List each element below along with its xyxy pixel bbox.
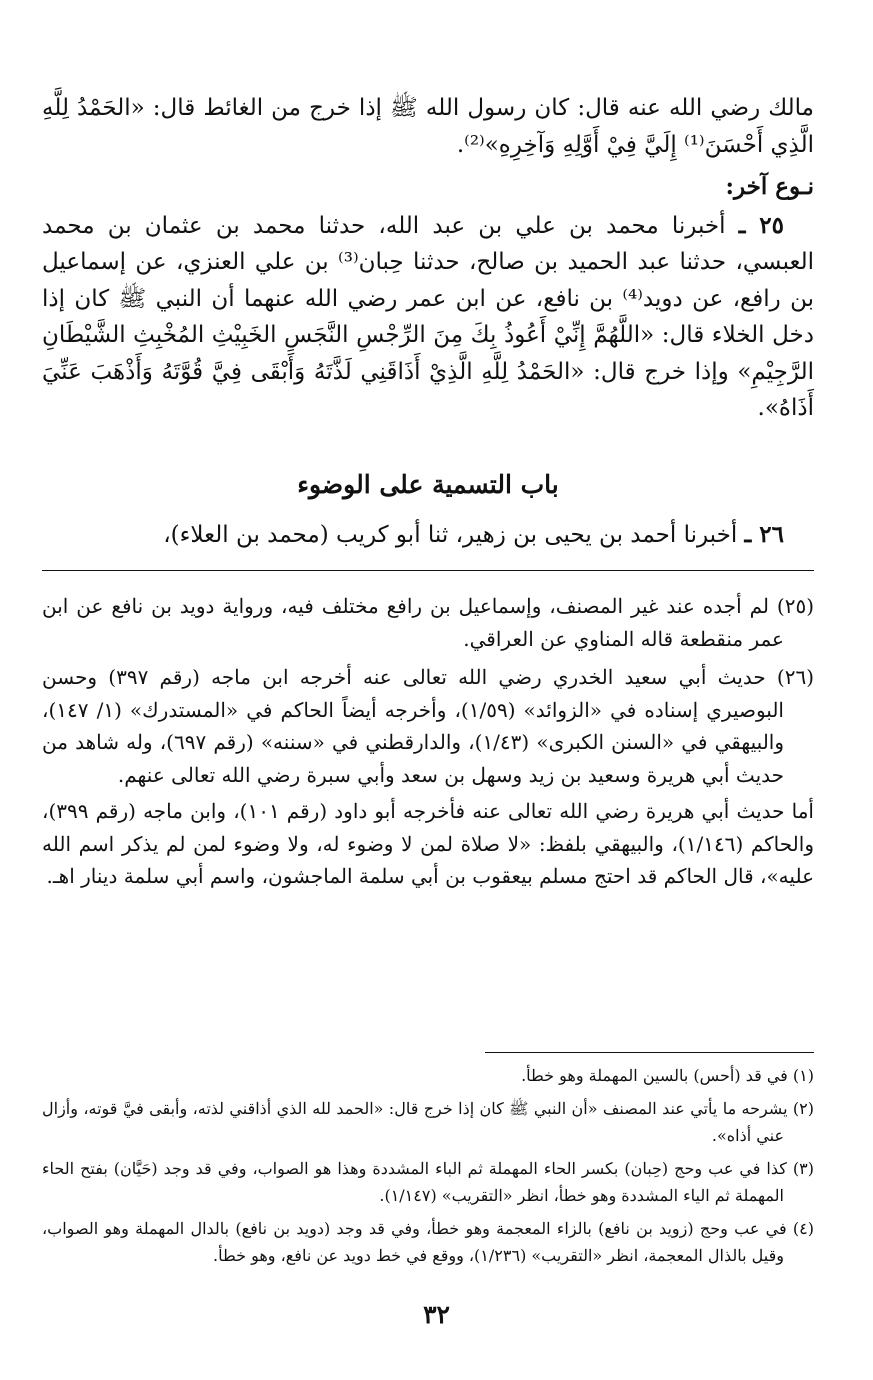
footnote-3 xyxy=(42,1155,814,1209)
main-text-top xyxy=(42,90,814,427)
hadith-25-number: ٢٥ ـ xyxy=(738,211,785,239)
footnotes xyxy=(42,1062,814,1269)
commentary-26 xyxy=(42,661,814,791)
hadith-25 xyxy=(42,208,814,427)
footnote-2-text: يشرحه ما يأتي عند المصنف «أن النبي ﷺ كان إذا خرج قال: «الحمد لله الذي أذاقني لذته، وأبقى فيَّ قوته، وأزال عني أذاه». xyxy=(42,1099,788,1145)
commentary-25-text: لم أجده عند غير المصنف، وإسماعيل بن رافع مختلف فيه، ورواية دويد بن نافع عن ابن عمر منقطعة قاله المناوي عن العراقي. xyxy=(42,594,784,651)
continuation-paragraph: مالك رضي الله عنه قال: كان رسول الله ﷺ إذا خرج من الغائط قال: «الحَمْدُ لِلَّهِ الَّذِي أَحْسَنَ⁽¹⁾ إِلَيَّ فِيْ أَوَّلِهِ وَآخِرِهِ»⁽²⁾. xyxy=(42,95,814,158)
hadith-25-text: أخبرنا محمد بن علي بن عبد الله، حدثنا محمد بن عثمان بن محمد العبسي، حدثنا عبد الحميد بن صالح، حدثنا حِبان⁽³⁾ بن علي العنزي، عن إسماعيل بن رافع، عن دويد⁽⁴⁾ بن نافع، عن ابن عمر رضي الله عنهما أن النبي ﷺ كان إذا دخل الخلاء قال: «اللَّهُمَّ إِنِّيْ أَعُوذُ بِكَ مِنَ الرِّجْسِ النَّجَسِ الخَبِيْثِ المُخْبِثِ الشَّيْطَانِ الرَّجِيْمِ» وإذا خرج قال: «الحَمْدُ لِلَّهِ الَّذِيْ أَذَاقَنِي لَذَّتَهُ وَأَبْقَى فِيَّ قُوَّتَهُ وَأَذْهَبَ عَنِّيَ أَذَاهُ». xyxy=(42,212,815,421)
chapter-heading: باب التسمية على الوضوء xyxy=(297,470,559,499)
footnote-4 xyxy=(42,1215,814,1269)
footnote-4-number: (٤) xyxy=(792,1219,814,1238)
commentary-25-number: (٢٥) xyxy=(776,594,815,618)
commentary-divider xyxy=(42,570,814,571)
footnote-divider xyxy=(485,1052,814,1053)
commentary-section xyxy=(42,590,814,893)
footnote-1 xyxy=(42,1062,814,1089)
commentary-26-continuation: أما حديث أبي هريرة رضي الله تعالى عنه فأخرجه أبو داود (رقم ١٠١)، وابن ماجه (رقم ٣٩٩)، والحاكم (١/١٤٦)، والبيهقي بلفظ: «لا صلاة لمن لا وضوء له، ولا وضوء لمن لم يذكر اسم الله عليه»، قال الحاكم قد احتج مسلم بيعقوب بن أبي سلمة الماجشون، واسم أبي سلمة دينار اهـ. xyxy=(42,799,814,888)
footnote-4-text: في عب وحج (زويد بن نافع) بالزاء المعجمة وهو خطأ، وفي قد وجد (دويد بن نافع) بالدال المهملة وهو الصواب، وقيل بالذال المعجمة، انظر «التقريب» (١/٢٣٦)، ووقع في خط دويد عن نافع، وهو خطأ. xyxy=(42,1219,787,1265)
footnote-1-number: (١) xyxy=(792,1066,814,1085)
footnote-3-number: (٣) xyxy=(792,1159,814,1178)
footnote-3-text: كذا في عب وحج (حِبان) بكسر الحاء المهملة ثم الباء المشددة وهذا هو الصواب، وفي قد وجد (حَيَّان) بفتح الحاء المهملة ثم الياء المشددة وهو خطأ، انظر «التقريب» (١/١٤٧). xyxy=(42,1159,787,1205)
hadith-26-number: ٢٦ ـ xyxy=(744,521,784,548)
footnote-1-text: في قد (أحس) بالسين المهملة وهو خطأ. xyxy=(521,1066,788,1085)
page-number: ٣٢ xyxy=(423,1300,450,1329)
commentary-26-number: (٢٦) xyxy=(776,665,815,689)
footnote-2-number: (٢) xyxy=(792,1099,814,1118)
hadith-26 xyxy=(42,517,814,554)
commentary-25 xyxy=(42,590,814,655)
hadith-26-text: أخبرنا أحمد بن يحيى بن زهير، ثنا أبو كريب (محمد بن العلاء)، xyxy=(163,522,738,548)
commentary-26-text: حديث أبي سعيد الخدري رضي الله تعالى عنه أخرجه ابن ماجه (رقم ٣٩٧) وحسن البوصيري إسناده في «الزوائد» (١/٥٩)، وأخرجه أيضاً الحاكم في «المستدرك» (١/ ١٤٧)، والبيهقي في «السنن الكبرى» (١/٤٣)، والدارقطني في «سننه» (رقم ٦٩٧)، وله شاهد من حديث أبي هريرة وسعيد بن زيد وسهل بن سعد وأبي سبرة رضي الله تعالى عنهم. xyxy=(42,665,785,787)
subheading: نـوع آخر: xyxy=(725,173,814,200)
footnote-2 xyxy=(42,1095,814,1149)
